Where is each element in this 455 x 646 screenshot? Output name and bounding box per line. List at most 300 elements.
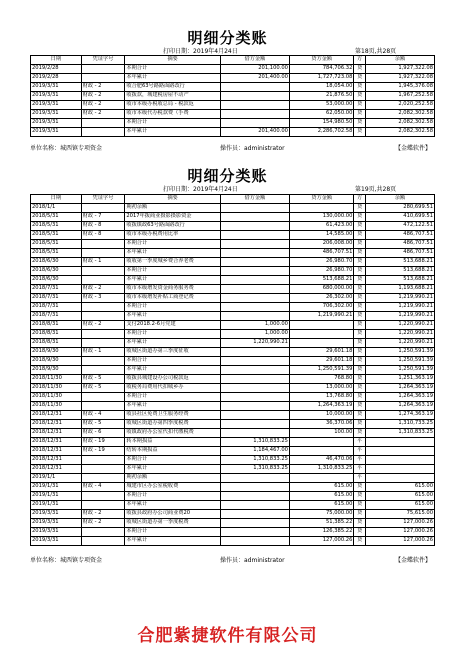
cell-direction: 贷 (354, 492, 366, 501)
table-row (31, 393, 435, 402)
cell-date: 2018/6/30 (31, 258, 82, 267)
cell-debit (220, 375, 289, 384)
cell-balance: 127,000.26 (365, 519, 434, 528)
cell-voucher: 财政 - 4 (81, 483, 125, 492)
column-header-summary: 摘要 (125, 195, 221, 204)
table-row (31, 240, 435, 249)
cell-balance: 1,310,833.25 (365, 429, 434, 438)
cell-debit (220, 474, 289, 483)
cell-summary: 收城区街道办第四季度税费 (125, 420, 221, 429)
cell-credit: 206,008.00 (289, 240, 353, 249)
cell-summary: 本期合计 (125, 240, 221, 249)
cell-direction: 贷 (354, 420, 366, 429)
cell-voucher: 财政 - 2 (81, 321, 125, 330)
cell-date: 2018/5/31 (31, 213, 82, 222)
cell-voucher: 财政 - 2 (81, 92, 125, 101)
table-row (31, 366, 435, 375)
cell-direction: 贷 (354, 92, 366, 101)
cell-voucher (81, 357, 125, 366)
column-header-credit: 贷方金额 (289, 195, 353, 204)
table-row (31, 465, 435, 474)
cell-direction: 平 (354, 456, 366, 465)
cell-credit (289, 204, 353, 213)
cell-summary: 本期合计 (125, 267, 221, 276)
table-row (31, 357, 435, 366)
cell-direction: 贷 (354, 384, 366, 393)
cell-summary: 本年累计 (125, 249, 221, 258)
table-row (31, 528, 435, 537)
cell-balance (365, 474, 434, 483)
cell-date: 2018/1/1 (31, 204, 82, 213)
cell-summary: 转本期损益 (125, 438, 221, 447)
cell-balance: 280,699.51 (365, 204, 434, 213)
cell-balance: 472,122.51 (365, 222, 434, 231)
cell-direction: 平 (354, 465, 366, 474)
cell-summary: 本期合计 (125, 456, 221, 465)
table-row (31, 276, 435, 285)
cell-balance: 1,193,688.21 (365, 285, 434, 294)
table-row (31, 231, 435, 240)
cell-voucher (81, 393, 125, 402)
cell-debit: 1,310,833.25 (220, 465, 289, 474)
cell-voucher: 财政 - 2 (81, 101, 125, 110)
table-row (31, 249, 435, 258)
cell-debit (220, 483, 289, 492)
cell-credit: 62,050.00 (289, 110, 353, 119)
cell-balance: 1,927,322.08 (365, 74, 434, 83)
cell-summary: 支付2018.2-6月党建 (125, 321, 221, 330)
cell-direction: 贷 (354, 348, 366, 357)
cell-summary: 收合肥63号路路面路改行 (125, 83, 221, 92)
cell-voucher: 财政 - 4 (81, 411, 125, 420)
sheet2-title: 明细分类账 (187, 167, 268, 185)
table-row (31, 510, 435, 519)
cell-summary: 本年累计 (125, 128, 221, 137)
table-row (31, 74, 435, 83)
cell-date: 2019/3/31 (31, 528, 82, 537)
cell-balance: 513,688.21 (365, 267, 434, 276)
cell-date: 2018/5/31 (31, 240, 82, 249)
table-row (31, 447, 435, 456)
table-row (31, 101, 435, 110)
cell-credit (289, 321, 353, 330)
cell-summary: 收城区街道办第三季度征收 (125, 348, 221, 357)
cell-direction: 贷 (354, 222, 366, 231)
cell-summary: 本期合计 (125, 492, 221, 501)
cell-direction: 贷 (354, 366, 366, 375)
cell-date: 2019/3/31 (31, 101, 82, 110)
cell-credit: 46,470.06 (289, 456, 353, 465)
cell-voucher: 财政 - 1 (81, 348, 125, 357)
cell-direction: 贷 (354, 312, 366, 321)
cell-voucher (81, 128, 125, 137)
cell-debit (220, 119, 289, 128)
cell-debit (220, 384, 289, 393)
cell-date: 2019/3/31 (31, 119, 82, 128)
cell-direction: 平 (354, 474, 366, 483)
cell-debit (220, 348, 289, 357)
table-row (31, 474, 435, 483)
table-row (31, 492, 435, 501)
cell-balance: 75,615.00 (365, 510, 434, 519)
cell-balance: 1,967,252.58 (365, 92, 434, 101)
sheet2-header-row (31, 195, 435, 204)
sheet2-ledger-table (30, 194, 435, 546)
cell-balance: 1,219,990.21 (365, 312, 434, 321)
cell-direction: 贷 (354, 65, 366, 74)
cell-summary: 收市本级办税收总局 - 税款返 (125, 101, 221, 110)
table-row (31, 321, 435, 330)
cell-date: 2018/12/31 (31, 438, 82, 447)
cell-credit: 706,302.00 (289, 303, 353, 312)
cell-debit (220, 110, 289, 119)
column-header-direction: 方 (354, 195, 366, 204)
cell-credit: 29,601.18 (289, 348, 353, 357)
table-row (31, 438, 435, 447)
cell-summary: 本期合计 (125, 393, 221, 402)
table-row (31, 375, 435, 384)
cell-voucher (81, 330, 125, 339)
cell-debit (220, 429, 289, 438)
cell-direction: 贷 (354, 537, 366, 546)
cell-debit (220, 213, 289, 222)
cell-credit: 126,385.22 (289, 528, 353, 537)
cell-voucher: 财政 - 2 (81, 285, 125, 294)
cell-date: 2019/3/31 (31, 128, 82, 137)
cell-date: 2018/9/30 (31, 366, 82, 375)
cell-summary: 本期合计 (125, 65, 221, 74)
cell-balance: 1,251,363.19 (365, 375, 434, 384)
cell-credit: 100.00 (289, 429, 353, 438)
cell-date: 2018/11/30 (31, 375, 82, 384)
cell-summary: 收收第一季度城乡费合养老费 (125, 258, 221, 267)
cell-direction: 贷 (354, 258, 366, 267)
cell-debit: 1,220,990.21 (220, 339, 289, 348)
cell-credit: 486,707.51 (289, 249, 353, 258)
cell-date: 2019/3/31 (31, 92, 82, 101)
cell-direction: 贷 (354, 110, 366, 119)
cell-debit (220, 366, 289, 375)
cell-voucher (81, 65, 125, 74)
cell-summary: 本期合计 (125, 119, 221, 128)
cell-credit: 1,310,833.25 (289, 465, 353, 474)
sheet2-software: 【金蝶软件】 (395, 557, 432, 564)
cell-balance: 1,220,990.21 (365, 321, 434, 330)
cell-date: 2018/12/31 (31, 456, 82, 465)
cell-direction: 贷 (354, 330, 366, 339)
cell-credit: 75,000.00 (289, 510, 353, 519)
sheet2-page-info: 第19页,共28页 (355, 186, 397, 193)
cell-voucher (81, 465, 125, 474)
cell-summary: 收拨款，城建税房屋不动产 (125, 92, 221, 101)
cell-balance: 1,274,363.19 (365, 411, 434, 420)
cell-date: 2019/1/1 (31, 474, 82, 483)
cell-debit (220, 249, 289, 258)
cell-voucher: 财政 - 19 (81, 438, 125, 447)
cell-direction: 贷 (354, 101, 366, 110)
cell-debit (220, 528, 289, 537)
cell-voucher: 财政 - 8 (81, 222, 125, 231)
cell-balance: 615.00 (365, 492, 434, 501)
cell-credit: 51,385.22 (289, 519, 353, 528)
cell-direction: 贷 (354, 83, 366, 92)
cell-debit (220, 92, 289, 101)
table-row (31, 110, 435, 119)
cell-balance: 1,220,990.21 (365, 339, 434, 348)
cell-credit: 13,000.00 (289, 384, 353, 393)
cell-date: 2018/5/31 (31, 222, 82, 231)
cell-credit: 615.00 (289, 501, 353, 510)
cell-credit: 130,000.00 (289, 213, 353, 222)
cell-balance: 615.00 (365, 483, 434, 492)
cell-date: 2018/8/31 (31, 339, 82, 348)
cell-credit: 29,601.18 (289, 357, 353, 366)
cell-voucher (81, 366, 125, 375)
cell-direction: 贷 (354, 285, 366, 294)
column-header-debit: 借方金额 (220, 56, 289, 65)
table-row (31, 285, 435, 294)
cell-summary: 本年累计 (125, 74, 221, 83)
cell-debit (220, 101, 289, 110)
table-row (31, 92, 435, 101)
cell-voucher: 财政 - 7 (81, 213, 125, 222)
column-header-direction: 方 (354, 56, 366, 65)
cell-summary: 2017年拨商业摄影摄影资金 (125, 213, 221, 222)
cell-direction: 贷 (354, 240, 366, 249)
cell-date: 2018/7/31 (31, 285, 82, 294)
cell-credit: 18,054.00 (289, 83, 353, 92)
table-row (31, 456, 435, 465)
cell-debit (220, 357, 289, 366)
cell-voucher: 财政 - 2 (81, 510, 125, 519)
table-row (31, 537, 435, 546)
cell-direction: 贷 (354, 501, 366, 510)
cell-voucher (81, 74, 125, 83)
cell-credit: 127,000.26 (289, 537, 353, 546)
cell-credit: 14,585.00 (289, 231, 353, 240)
cell-credit (289, 447, 353, 456)
cell-debit (220, 83, 289, 92)
cell-balance: 1,927,322.08 (365, 65, 434, 74)
cell-credit: 513,688.21 (289, 276, 353, 285)
cell-credit: 13,768.80 (289, 393, 353, 402)
cell-summary: 本期合计 (125, 330, 221, 339)
cell-direction: 贷 (354, 204, 366, 213)
table-row (31, 483, 435, 492)
cell-date: 2018/12/31 (31, 465, 82, 474)
cell-summary: 本年累计 (125, 276, 221, 285)
cell-direction: 贷 (354, 393, 366, 402)
cell-credit: 2,286,702.58 (289, 128, 353, 137)
cell-summary: 收城区街道办第一季度税费 (125, 519, 221, 528)
cell-credit: 26,980.70 (289, 267, 353, 276)
cell-balance: 1,220,990.21 (365, 330, 434, 339)
sheet1-title: 明细分类账 (187, 29, 268, 47)
table-row (31, 258, 435, 267)
column-header-debit: 借方金额 (220, 195, 289, 204)
cell-voucher (81, 537, 125, 546)
sheet1-page-info: 第18页,共28页 (355, 48, 397, 55)
cell-summary: 本年累计 (125, 339, 221, 348)
cell-credit (289, 474, 353, 483)
cell-credit: 53,000.00 (289, 101, 353, 110)
table-row (31, 330, 435, 339)
cell-voucher (81, 456, 125, 465)
table-row (31, 429, 435, 438)
cell-balance: 2,020,252.58 (365, 101, 434, 110)
cell-voucher (81, 240, 125, 249)
table-row (31, 204, 435, 213)
cell-date: 2019/3/31 (31, 110, 82, 119)
column-header-balance: 余额 (365, 56, 434, 65)
cell-voucher (81, 119, 125, 128)
cell-direction: 平 (354, 447, 366, 456)
cell-debit (220, 204, 289, 213)
cell-summary: 收县社区免费卫生服务经费 (125, 411, 221, 420)
cell-voucher: 财政 - 2 (81, 519, 125, 528)
cell-summary: 城建市区办公室税收费 (125, 483, 221, 492)
cell-date: 2018/12/31 (31, 420, 82, 429)
cell-balance: 486,707.51 (365, 249, 434, 258)
cell-voucher (81, 303, 125, 312)
cell-balance: 2,082,302.58 (365, 119, 434, 128)
cell-credit: 615.00 (289, 492, 353, 501)
cell-balance: 1,250,591.39 (365, 348, 434, 357)
cell-date: 2018/11/30 (31, 393, 82, 402)
cell-balance: 1,219,990.21 (365, 303, 434, 312)
table-row (31, 501, 435, 510)
cell-balance: 486,707.51 (365, 231, 434, 240)
cell-voucher (81, 402, 125, 411)
cell-direction: 贷 (354, 510, 366, 519)
cell-summary: 收拨县政府办公司商业费20 (125, 510, 221, 519)
cell-balance: 127,000.26 (365, 528, 434, 537)
cell-voucher (81, 267, 125, 276)
cell-summary: 本年累计 (125, 312, 221, 321)
cell-summary: 本期合计 (125, 357, 221, 366)
cell-debit (220, 510, 289, 519)
table-row (31, 267, 435, 276)
cell-balance (365, 438, 434, 447)
cell-voucher: 财政 - 5 (81, 384, 125, 393)
cell-credit: 615.00 (289, 483, 353, 492)
cell-date: 2019/1/31 (31, 492, 82, 501)
cell-summary: 收税务局费用代扣城乡办 (125, 384, 221, 393)
cell-credit: 61,423.00 (289, 222, 353, 231)
cell-direction: 贷 (354, 213, 366, 222)
cell-debit (220, 276, 289, 285)
table-row (31, 348, 435, 357)
cell-date: 2019/3/31 (31, 510, 82, 519)
cell-debit: 201,400.00 (220, 128, 289, 137)
column-header-date: 日期 (31, 195, 82, 204)
table-row (31, 213, 435, 222)
table-row (31, 384, 435, 393)
cell-voucher (81, 501, 125, 510)
cell-direction: 贷 (354, 249, 366, 258)
cell-summary: 收拨县城建设办公司税款返 (125, 375, 221, 384)
cell-date: 2019/2/28 (31, 65, 82, 74)
cell-date: 2018/6/30 (31, 276, 82, 285)
cell-debit (220, 411, 289, 420)
cell-summary: 本年累计 (125, 402, 221, 411)
cell-direction: 贷 (354, 267, 366, 276)
cell-date: 2019/2/28 (31, 74, 82, 83)
cell-voucher: 财政 - 19 (81, 447, 125, 456)
cell-date: 2018/8/31 (31, 321, 82, 330)
cell-summary: 收市本级办税费用比率 (125, 231, 221, 240)
sheet1-operator: 操作员：administrator (220, 145, 285, 152)
table-row (31, 119, 435, 128)
cell-direction: 贷 (354, 429, 366, 438)
cell-debit (220, 492, 289, 501)
cell-date: 2018/12/31 (31, 429, 82, 438)
cell-credit: 21,876.50 (289, 92, 353, 101)
cell-credit: 1,727,723.08 (289, 74, 353, 83)
cell-balance: 2,082,302.58 (365, 128, 434, 137)
cell-credit (289, 330, 353, 339)
cell-direction: 贷 (354, 357, 366, 366)
cell-credit: 154,980.50 (289, 119, 353, 128)
table-row (31, 420, 435, 429)
cell-balance: 410,699.51 (365, 213, 434, 222)
cell-debit (220, 402, 289, 411)
cell-credit: 1,250,591.39 (289, 366, 353, 375)
cell-summary: 本年累计 (125, 501, 221, 510)
cell-date: 2019/3/31 (31, 83, 82, 92)
cell-date: 2018/8/31 (31, 330, 82, 339)
sheet1-header-row (31, 56, 435, 65)
cell-summary: 收市本级增发补贴工商登记费 (125, 294, 221, 303)
cell-credit (289, 339, 353, 348)
cell-direction: 贷 (354, 375, 366, 384)
sheet1-unit-name: 单位名称：城西镇专项资金 (30, 145, 103, 152)
sheet2-print-date: 打印日期：2019年4月24日 (163, 186, 238, 193)
table-row (31, 312, 435, 321)
cell-debit (220, 240, 289, 249)
cell-voucher: 财政 - 5 (81, 375, 125, 384)
cell-balance: 1,250,591.39 (365, 366, 434, 375)
cell-credit: 1,219,990.21 (289, 312, 353, 321)
cell-balance: 486,707.51 (365, 240, 434, 249)
cell-debit (220, 537, 289, 546)
cell-voucher: 财政 - 1 (81, 258, 125, 267)
cell-direction: 贷 (354, 119, 366, 128)
cell-credit: 768.80 (289, 375, 353, 384)
cell-debit (220, 222, 289, 231)
cell-date: 2018/6/30 (31, 267, 82, 276)
table-row (31, 402, 435, 411)
cell-credit: 680,000.00 (289, 285, 353, 294)
cell-voucher: 财政 - 3 (81, 294, 125, 303)
cell-summary: 期初余额 (125, 204, 221, 213)
cell-balance: 1,219,990.21 (365, 294, 434, 303)
cell-balance: 513,688.21 (365, 258, 434, 267)
cell-debit: 1,310,833.25 (220, 438, 289, 447)
cell-credit (289, 438, 353, 447)
cell-credit: 36,370.06 (289, 420, 353, 429)
table-row (31, 303, 435, 312)
cell-summary: 收镇政府办公室代扣代缴税费 (125, 429, 221, 438)
cell-summary: 收市本级增发资金商务服务费 (125, 285, 221, 294)
column-header-balance: 余额 (365, 195, 434, 204)
cell-voucher (81, 492, 125, 501)
cell-credit: 784,706.32 (289, 65, 353, 74)
cell-credit: 26,980.70 (289, 258, 353, 267)
cell-debit: 1,184,467.00 (220, 447, 289, 456)
cell-debit: 201,100.00 (220, 65, 289, 74)
cell-direction: 贷 (354, 303, 366, 312)
